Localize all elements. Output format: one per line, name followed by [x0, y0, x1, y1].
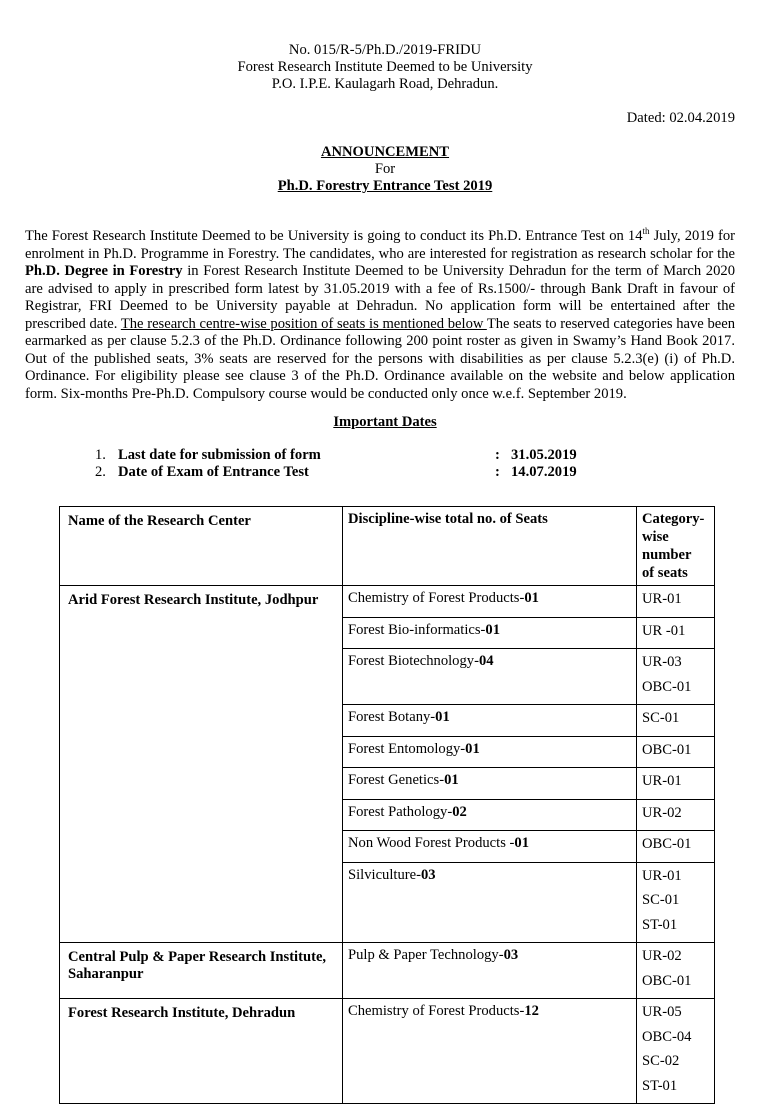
- body-bold-degree: Ph.D. Degree in Forestry: [25, 263, 183, 279]
- category-seat: SC-01: [642, 710, 680, 726]
- category-seat: UR-03: [642, 654, 682, 670]
- announcement-body: [25, 228, 735, 403]
- discipline-name: Chemistry of Forest Products-: [348, 590, 525, 606]
- important-dates-title: Important Dates: [333, 414, 437, 430]
- date-value: 31.05.2019: [511, 447, 577, 463]
- seats-table: [59, 506, 715, 1104]
- category-cell: [637, 831, 715, 863]
- discipline-seat-count: 01: [444, 772, 459, 788]
- category-seat: UR-01: [642, 773, 682, 789]
- research-center-cell: Forest Research Institute, Dehradun: [60, 999, 343, 1104]
- discipline-name: Silviculture-: [348, 866, 421, 883]
- body-text-1: The Forest Research Institute Deemed to be University is going to conduct its Ph.D. Entrance Test on 14: [25, 228, 643, 244]
- date-line: Dated: 02.04.2019: [626, 110, 735, 126]
- category-seat: UR-02: [642, 804, 682, 821]
- category-seat: UR-01: [642, 591, 682, 607]
- discipline-name: Forest Entomology-: [348, 740, 466, 757]
- discipline-seat-count: 03: [420, 866, 436, 883]
- date-colon: :: [495, 464, 500, 480]
- category-seat: OBC-01: [642, 678, 692, 695]
- header-category-line: wise number: [642, 529, 692, 563]
- announcement-subject: Ph.D. Forestry Entrance Test 2019: [277, 178, 493, 194]
- date-number: 1.: [95, 447, 106, 463]
- category-seat: UR-02: [642, 948, 682, 964]
- header-category-line: of seats: [642, 565, 688, 581]
- discipline-name: Pulp & Paper Technology-: [348, 947, 504, 963]
- date-label: Date of Exam of Entrance Test: [118, 464, 309, 480]
- table-row: [60, 999, 715, 1104]
- discipline-cell: [343, 999, 637, 1104]
- table-row: [60, 586, 715, 618]
- important-date-item: [95, 464, 615, 481]
- category-seat: UR-01: [642, 867, 682, 884]
- discipline-cell: [343, 649, 637, 705]
- important-dates-list: [95, 447, 615, 481]
- discipline-name: Forest Botany-: [348, 709, 436, 725]
- discipline-cell: [343, 617, 637, 649]
- discipline-name: Forest Biotechnology-: [348, 653, 479, 669]
- category-seat: OBC-01: [642, 972, 692, 989]
- discipline-seat-count: 01: [485, 621, 500, 638]
- category-seat: ST-01: [642, 1077, 678, 1094]
- discipline-cell: [343, 799, 637, 831]
- body-superscript: th: [642, 226, 650, 237]
- discipline-seat-count: 01: [465, 740, 480, 757]
- discipline-seat-count: 02: [452, 803, 467, 820]
- discipline-cell: [343, 943, 637, 999]
- important-date-item: [95, 447, 615, 464]
- category-seat: OBC-01: [642, 836, 692, 852]
- category-seat: UR -01: [642, 622, 686, 639]
- discipline-name: Non Wood Forest Products -: [348, 835, 515, 851]
- discipline-cell: [343, 586, 637, 618]
- table-row: [60, 943, 715, 999]
- category-seat: ST-01: [642, 916, 678, 933]
- category-seat: OBC-01: [642, 741, 692, 758]
- discipline-cell: [343, 736, 637, 768]
- discipline-seat-count: 03: [503, 947, 519, 963]
- date-colon: :: [495, 447, 500, 463]
- discipline-cell: [343, 705, 637, 737]
- category-seat: UR-05: [642, 1004, 682, 1020]
- institute-address: P.O. I.P.E. Kaulagarh Road, Dehradun.: [271, 76, 499, 92]
- table-header-row: [60, 507, 715, 586]
- research-center-cell: Central Pulp & Paper Research Institute, Saharanpur: [60, 943, 343, 999]
- category-cell: [637, 768, 715, 800]
- discipline-name: Forest Bio-informatics-: [348, 621, 486, 638]
- discipline-cell: [343, 862, 637, 943]
- discipline-seat-count: 12: [524, 1003, 539, 1019]
- discipline-name: Chemistry of Forest Products-: [348, 1003, 525, 1019]
- body-underlined-note: The research centre-wise position of seats is mentioned below: [120, 315, 487, 332]
- header-research-center: Name of the Research Center: [60, 507, 343, 586]
- category-cell: [637, 617, 715, 649]
- discipline-seat-count: 04: [478, 653, 494, 669]
- research-center-cell: Arid Forest Research Institute, Jodhpur: [60, 586, 343, 943]
- discipline-name: Forest Pathology-: [348, 803, 453, 820]
- header-category-line: Category-: [642, 511, 705, 527]
- discipline-cell: [343, 831, 637, 863]
- category-cell: [637, 799, 715, 831]
- category-cell: [637, 586, 715, 618]
- institute-name: Forest Research Institute Deemed to be University: [237, 59, 533, 75]
- discipline-cell: [343, 768, 637, 800]
- category-cell: [637, 862, 715, 943]
- category-cell: [637, 649, 715, 705]
- date-label: Last date for submission of form: [118, 447, 321, 463]
- category-cell: [637, 999, 715, 1104]
- category-cell: [637, 736, 715, 768]
- category-seat: OBC-04: [642, 1028, 692, 1045]
- category-seat: SC-01: [642, 892, 680, 908]
- body-text-4: The seats to reserved categories have been earmarked as per clause 5.2.3 of the Ph.D. Ordinance following 200 point roster as given in Swamy’s Hand Book 2017. Out of the published seats, 3% seats are reserved for the persons with disabilities as per clause 5.2.3(e) (i) of Ph.D. Ordinance. For eligibility please see clause 3 of the Ph.D. Ordinance available on the website and below application form. Six-months Pre-Ph.D. Compulsory course would be conducted only once w.e.f. September 2019.: [25, 315, 735, 402]
- discipline-seat-count: 01: [524, 590, 539, 606]
- header-discipline: Discipline-wise total no. of Seats: [343, 507, 637, 586]
- category-cell: [637, 705, 715, 737]
- header-category: [637, 507, 715, 586]
- body-text-2: July, 2019 for enrolment in Ph.D. Programme in Forestry. The candidates, who are interested for registration as research scholar for the: [25, 228, 735, 262]
- discipline-seat-count: 01: [514, 835, 529, 851]
- announcement-for: For: [374, 161, 396, 177]
- discipline-name: Forest Genetics-: [348, 772, 445, 788]
- category-seat: SC-02: [642, 1053, 680, 1069]
- category-cell: [637, 943, 715, 999]
- announcement-title: ANNOUNCEMENT: [320, 144, 450, 160]
- reference-number: No. 015/R-5/Ph.D./2019-FRIDU: [288, 42, 482, 58]
- discipline-seat-count: 01: [435, 709, 450, 725]
- body-text-3: in Forest Research Institute Deemed to be University Dehradun for the term of March 2020 are advised to apply in prescribed form latest by 31.05.2019 with a fee of Rs.1500/- through Bank Draft in favour of Registrar, FRI Deemed to be University payable at Dehradun. No application form will be entertained after the prescribed date.: [25, 263, 735, 332]
- date-number: 2.: [95, 464, 106, 480]
- date-value: 14.07.2019: [511, 464, 577, 480]
- letter-header: [0, 42, 770, 93]
